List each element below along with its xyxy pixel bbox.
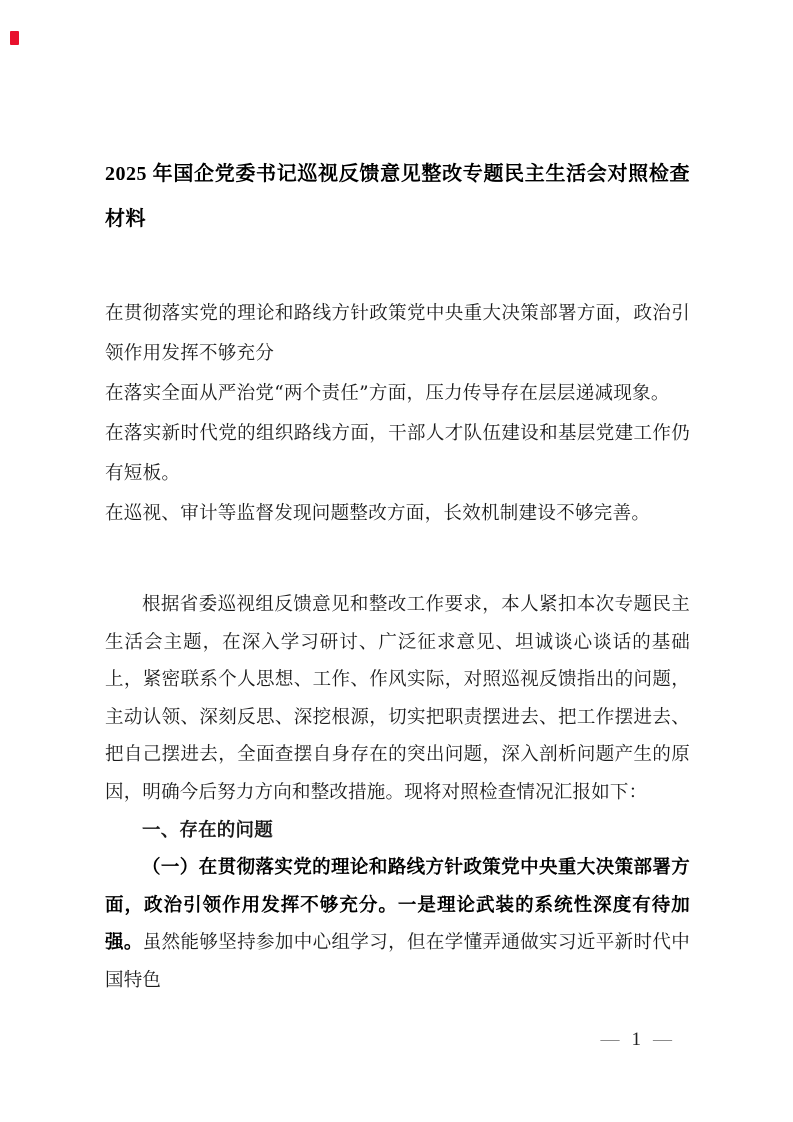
document-body xyxy=(105,586,690,1000)
page-number xyxy=(601,1028,673,1052)
feedback-summary-block xyxy=(105,294,690,534)
item-one-body: 虽然能够坚持参加中心组学习，但在学懂弄通做实习近平新时代中国特色 xyxy=(105,932,690,991)
intro-paragraph: 根据省委巡视组反馈意见和整改工作要求，本人紧扣本次专题民主生活会主题，在深入学习研讨、广泛征求意见、坦诚谈心谈话的基础上，紧密联系个人思想、工作、作风实际，对照巡视反馈指出的问题，主动认领、深刻反思、深挖根源，切实把职责摆进去、把工作摆进去、把自己摆进去，全面查摆自身存在的突出问题，深入剖析问题产生的原因，明确今后努力方向和整改措施。现将对照检查情况汇报如下： xyxy=(105,594,690,803)
feedback-summary-line: 在落实新时代党的组织路线方面，干部人才队伍建设和基层党建工作仍有短板。 xyxy=(105,423,690,484)
section-heading: 一、存在的问题 xyxy=(142,819,273,841)
page-number-dash-left: — xyxy=(600,1029,620,1050)
red-bookmark-mark xyxy=(10,31,19,45)
feedback-summary-line: 在贯彻落实党的理论和路线方针政策党中央重大决策部署方面，政治引领作用发挥不够充分 xyxy=(105,303,690,364)
feedback-summary-line: 在巡视、审计等监督发现问题整改方面，长效机制建设不够完善。 xyxy=(105,503,651,524)
document-title: 2025 年国企党委书记巡视反馈意见整改专题民主生活会对照检查材料 xyxy=(105,163,690,230)
feedback-summary-line: 在落实全面从严治党“两个责任”方面，压力传导存在层层递减现象。 xyxy=(105,383,670,404)
page-number-dash-right: — xyxy=(653,1029,672,1050)
item-one-sub-lead: 一是理论武装的系统性深度有待加强。 xyxy=(105,894,690,954)
page-number-value: 1 xyxy=(631,1029,641,1050)
item-one-lead: （一）在贯彻落实党的理论和路线方针政策党中央重大决策部署方面，政治引领作用发挥不够充分。 xyxy=(105,857,690,916)
item-one-paragraph xyxy=(105,849,690,999)
